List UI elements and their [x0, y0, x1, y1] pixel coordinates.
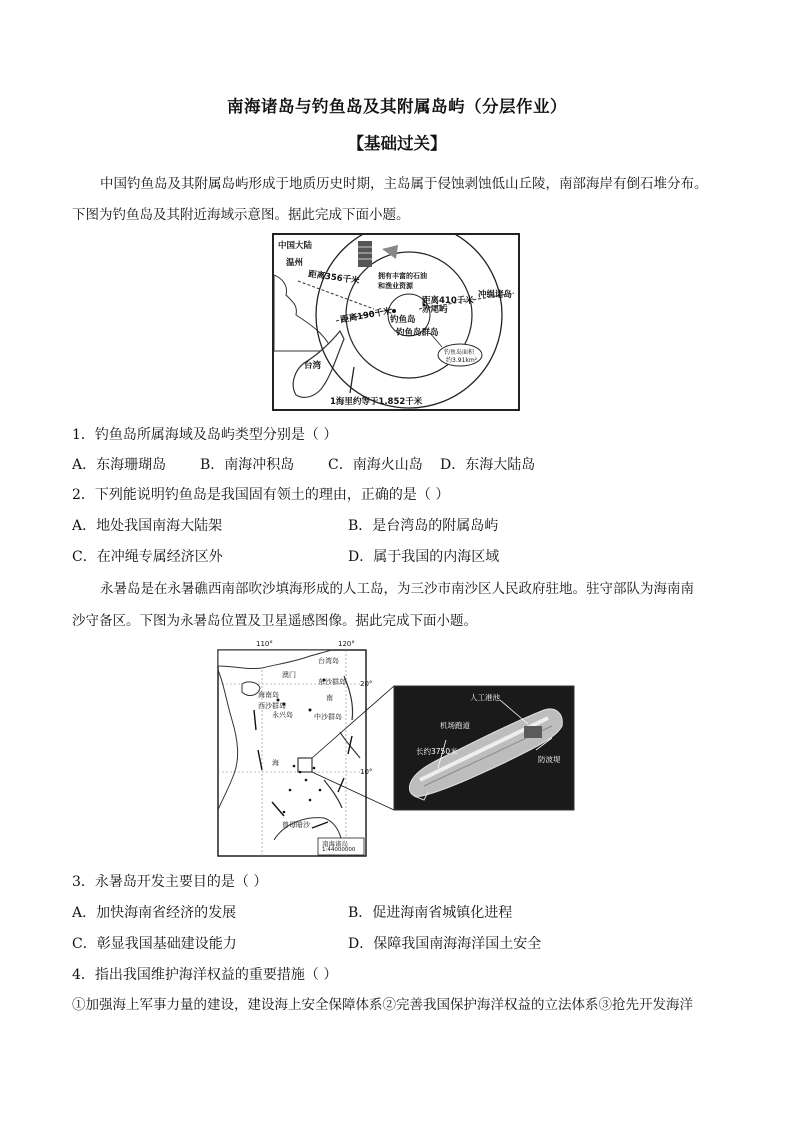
question-3-option-a: A．加快海南省经济的发展 [72, 905, 237, 921]
label-zengmu: 曾母暗沙 [282, 821, 310, 829]
question-4-options: ①加强海上军事力量的建设，建设海上安全保障体系②完善我国保护海洋权益的立法体系③抢先开发海洋 [72, 997, 693, 1013]
intro-paragraph-2-line2: 沙守备区。下图为永暑岛位置及卫星遥感图像。据此完成下面小题。 [72, 613, 477, 629]
question-2-option-a: A．地处我国南海大陆架 [72, 518, 223, 534]
label-mainland: 中国大陆 [278, 241, 313, 251]
page-title: 南海诸岛与钓鱼岛及其附属岛屿（分层作业） [227, 97, 567, 116]
label-lat-10: 10° [360, 768, 373, 776]
label-oil-2: 和渔业资源 [378, 282, 413, 290]
question-4-stem: 4．指出我国维护海洋权益的重要措施（ ） [72, 967, 338, 983]
question-3-option-d: D．保障我国南海海洋国土安全 [348, 936, 542, 952]
section-heading: 【基础过关】 [347, 134, 447, 153]
south-china-sea-map [214, 640, 576, 862]
label-breakwater: 防波堤 [538, 755, 561, 764]
label-artificial-harbor: 人工港池 [470, 693, 500, 702]
question-2-option-d: D．属于我国的内海区域 [348, 549, 500, 565]
south-china-sea-map-drawing [214, 640, 576, 862]
label-diaoyu-islands: 钓鱼岛群岛 [396, 328, 439, 338]
label-nautical-mile-note: 1海里约等于1.852千米 [330, 397, 423, 407]
intro-paragraph-1-line1: 中国钓鱼岛及其附属岛屿形成于地质历史时期，主岛属于侵蚀剥蚀低山丘陵，南部海岸有倒石堆分布。 [100, 176, 708, 192]
label-oil-1: 拥有丰富的石油 [378, 272, 427, 280]
label-dongsha: 东沙群岛 [318, 678, 346, 686]
label-chiwei: 赤尾屿 [422, 305, 448, 315]
label-dist-356: 距离356千米 [307, 269, 361, 287]
label-hainan: 海南岛 [258, 691, 279, 699]
label-lon-120: 120° [338, 640, 355, 648]
question-3-option-b: B．促进海南省城镇化进程 [348, 905, 513, 921]
question-1-option-c: C．南海火山岛 [328, 457, 423, 473]
legend-scale: 1:44000000 [322, 847, 356, 853]
label-lon-110: 110° [256, 640, 273, 648]
label-xisha: 西沙群岛 [258, 702, 286, 710]
legend-title: 南海诸岛 [322, 840, 348, 848]
label-diaoyu: 钓鱼岛 [390, 315, 416, 325]
label-area-2: 约3.91km² [446, 357, 478, 364]
label-taiwan: 台湾 [304, 361, 322, 371]
label-hai: 海 [272, 759, 279, 767]
label-zhongsha: 中沙群岛 [314, 713, 342, 721]
label-okinawa: 冲绳诸岛 [478, 290, 513, 300]
question-2-option-b: B．是台湾岛的附属岛屿 [348, 518, 499, 534]
question-1-stem: 1．钓鱼岛所属海域及岛屿类型分别是（ ） [72, 427, 338, 443]
question-3-stem: 3．永暑岛开发主要目的是（ ） [72, 874, 268, 890]
label-lat-20: 20° [360, 680, 373, 688]
question-2-stem: 2．下列能说明钓鱼岛是我国固有领土的理由，正确的是（ ） [72, 487, 450, 503]
intro-paragraph-1-line2: 下图为钓鱼岛及其附近海域示意图。据此完成下面小题。 [72, 207, 410, 223]
label-dist-190: 距离190千米 [339, 306, 393, 326]
label-macau: 澳门 [282, 671, 296, 679]
label-length: 长约3750米 [416, 747, 458, 756]
label-wenzhou: 温州 [286, 258, 304, 268]
label-yongxing: 永兴岛 [272, 711, 293, 719]
diaoyu-map [272, 233, 520, 411]
label-nan: 南 [326, 694, 333, 702]
question-3-option-c: C．彰显我国基础建设能力 [72, 936, 237, 952]
question-1-option-a: A．东海珊瑚岛 [72, 457, 167, 473]
label-taiwan-island: 台湾岛 [318, 657, 339, 665]
label-runway: 机场跑道 [440, 721, 470, 730]
label-area-1: 钓鱼岛面积 [444, 349, 475, 356]
label-dist-410: 距离410千米 [422, 296, 474, 306]
question-1-option-d: D．东海大陆岛 [440, 457, 536, 473]
question-1-option-b: B．南海冲积岛 [200, 457, 295, 473]
intro-paragraph-2-line1: 永暑岛是在永暑礁西南部吹沙填海形成的人工岛，为三沙市南沙区人民政府驻地。驻守部队为海南南 [100, 581, 694, 597]
question-2-option-c: C．在冲绳专属经济区外 [72, 549, 223, 565]
